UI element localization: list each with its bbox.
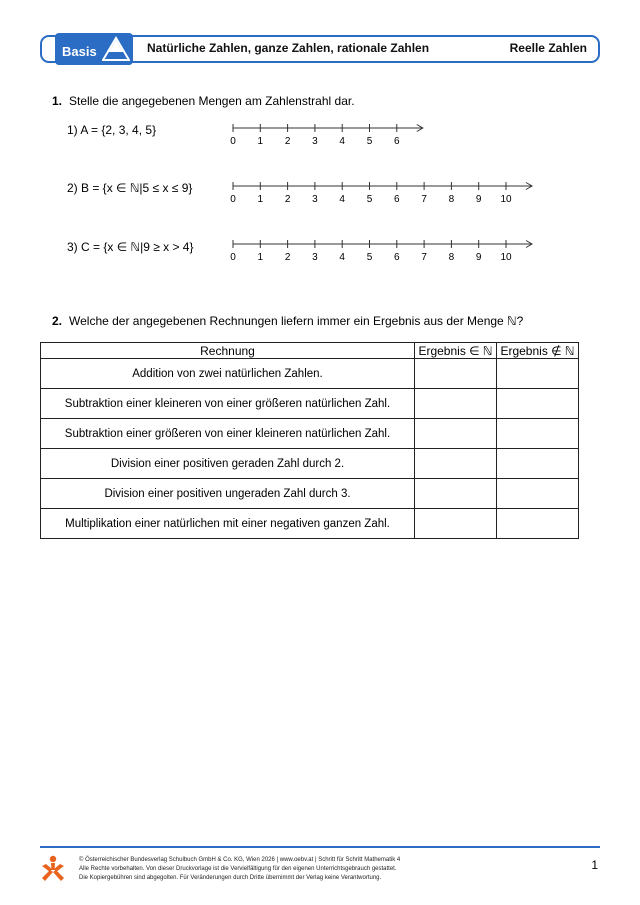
tick-label: 1: [257, 194, 264, 205]
number-line-1[interactable]: [230, 124, 423, 147]
tick-label: 6: [394, 252, 400, 263]
rechnung-cell: Subtraktion einer kleineren von einer größeren natürlichen Zahl.: [41, 389, 415, 419]
tick-label: 8: [448, 194, 455, 205]
rechnung-cell: Division einer positiven ungeraden Zahl durch 3.: [41, 479, 415, 509]
tick-label: 1: [257, 136, 264, 147]
answer-cell-in[interactable]: [415, 449, 497, 479]
answer-cell-not-in[interactable]: [497, 449, 579, 479]
footer-copyright: © Österreichischer Bundesverlag Schulbuch GmbH & Co. KG, Wien 2026 | www.oebv.at | Schritt für Schritt Mathematik 4: [79, 857, 401, 863]
answer-cell-not-in[interactable]: [497, 359, 579, 389]
task-1-text: Stelle die angegebenen Mengen am Zahlenstrahl dar.: [69, 94, 355, 108]
footer-disclaimer: Die Kopiergebühren sind abgegolten. Für Veränderungen durch Dritte übernimmt der Verlag keine Verantwortung.: [79, 875, 382, 881]
basis-badge-label: Basis: [62, 44, 97, 59]
rechnung-cell: Division einer positiven geraden Zahl durch 2.: [41, 449, 415, 479]
answer-cell-in[interactable]: [415, 359, 497, 389]
publisher-logo-icon: [40, 855, 66, 883]
tick-label: 7: [421, 252, 427, 263]
answer-cell-in[interactable]: [415, 479, 497, 509]
number-line-3[interactable]: [230, 240, 532, 263]
table-row: [41, 389, 579, 419]
tick-label: 2: [284, 136, 291, 147]
tick-label: 10: [500, 194, 512, 205]
item-2-label: 2) B = {x ∈ ℕ|5 ≤ x ≤ 9}: [67, 181, 193, 195]
tick-label: 4: [339, 136, 345, 147]
page-number: 1: [591, 858, 598, 872]
table-row: [41, 509, 579, 539]
answer-cell-not-in[interactable]: [497, 509, 579, 539]
table-header-row: [41, 343, 579, 359]
answer-cell-in[interactable]: [415, 419, 497, 449]
rechnung-cell: Subtraktion einer größeren von einer kleineren natürlichen Zahl.: [41, 419, 415, 449]
tick-label: 2: [284, 194, 291, 205]
answer-cell-not-in[interactable]: [497, 419, 579, 449]
tick-label: 3: [312, 136, 318, 147]
footer-rights: Alle Rechte vorbehalten. Von dieser Druckvorlage ist die Vervielfältigung für den eigenen Unterrichtsgebrauch gestattet.: [79, 866, 397, 872]
answer-cell-in[interactable]: [415, 509, 497, 539]
tick-label: 4: [339, 194, 345, 205]
tick-label: 10: [500, 252, 512, 263]
table-row: [41, 479, 579, 509]
header-not-in-n: Ergebnis ∉ ℕ: [497, 343, 579, 359]
tick-label: 5: [366, 136, 373, 147]
table-row: [41, 359, 579, 389]
answer-cell-not-in[interactable]: [497, 479, 579, 509]
table-row: [41, 419, 579, 449]
rechnung-cell: Addition von zwei natürlichen Zahlen.: [41, 359, 415, 389]
tick-label: 2: [284, 252, 291, 263]
tick-label: 0: [230, 136, 236, 147]
tick-label: 6: [394, 136, 400, 147]
item-3-label: 3) C = {x ∈ ℕ|9 ≥ x > 4}: [67, 240, 194, 254]
number-lines: [0, 0, 640, 300]
answer-cell-in[interactable]: [415, 389, 497, 419]
tick-label: 3: [312, 194, 318, 205]
tick-label: 5: [366, 194, 373, 205]
task-2-number: 2.: [52, 314, 63, 328]
tick-label: 9: [475, 194, 482, 205]
header-rechnung: Rechnung: [41, 343, 415, 359]
item-1-label: 1) A = {2, 3, 4, 5}: [67, 123, 157, 137]
tick-label: 1: [257, 252, 264, 263]
tick-label: 4: [339, 252, 345, 263]
tick-label: 0: [230, 252, 236, 263]
header-in-n: Ergebnis ∈ ℕ: [415, 343, 497, 359]
table-row: [41, 449, 579, 479]
rechnung-cell: Multiplikation einer natürlichen mit einer negativen ganzen Zahl.: [41, 509, 415, 539]
header-title: Natürliche Zahlen, ganze Zahlen, rationale Zahlen: [147, 41, 430, 55]
tick-label: 9: [475, 252, 482, 263]
answer-cell-not-in[interactable]: [497, 389, 579, 419]
tick-label: 5: [366, 252, 373, 263]
number-line-2[interactable]: [230, 182, 532, 205]
tick-label: 3: [312, 252, 318, 263]
calculation-table: [40, 342, 579, 539]
footer-divider: [40, 846, 600, 848]
task-2-text: Welche der angegebenen Rechnungen liefern immer ein Ergebnis aus der Menge ℕ?: [69, 314, 524, 328]
tick-label: 6: [394, 194, 400, 205]
tick-label: 0: [230, 194, 236, 205]
tick-label: 7: [421, 194, 427, 205]
header-chapter: Reelle Zahlen: [509, 41, 587, 55]
task-1-number: 1.: [52, 94, 63, 108]
tick-label: 8: [448, 252, 455, 263]
